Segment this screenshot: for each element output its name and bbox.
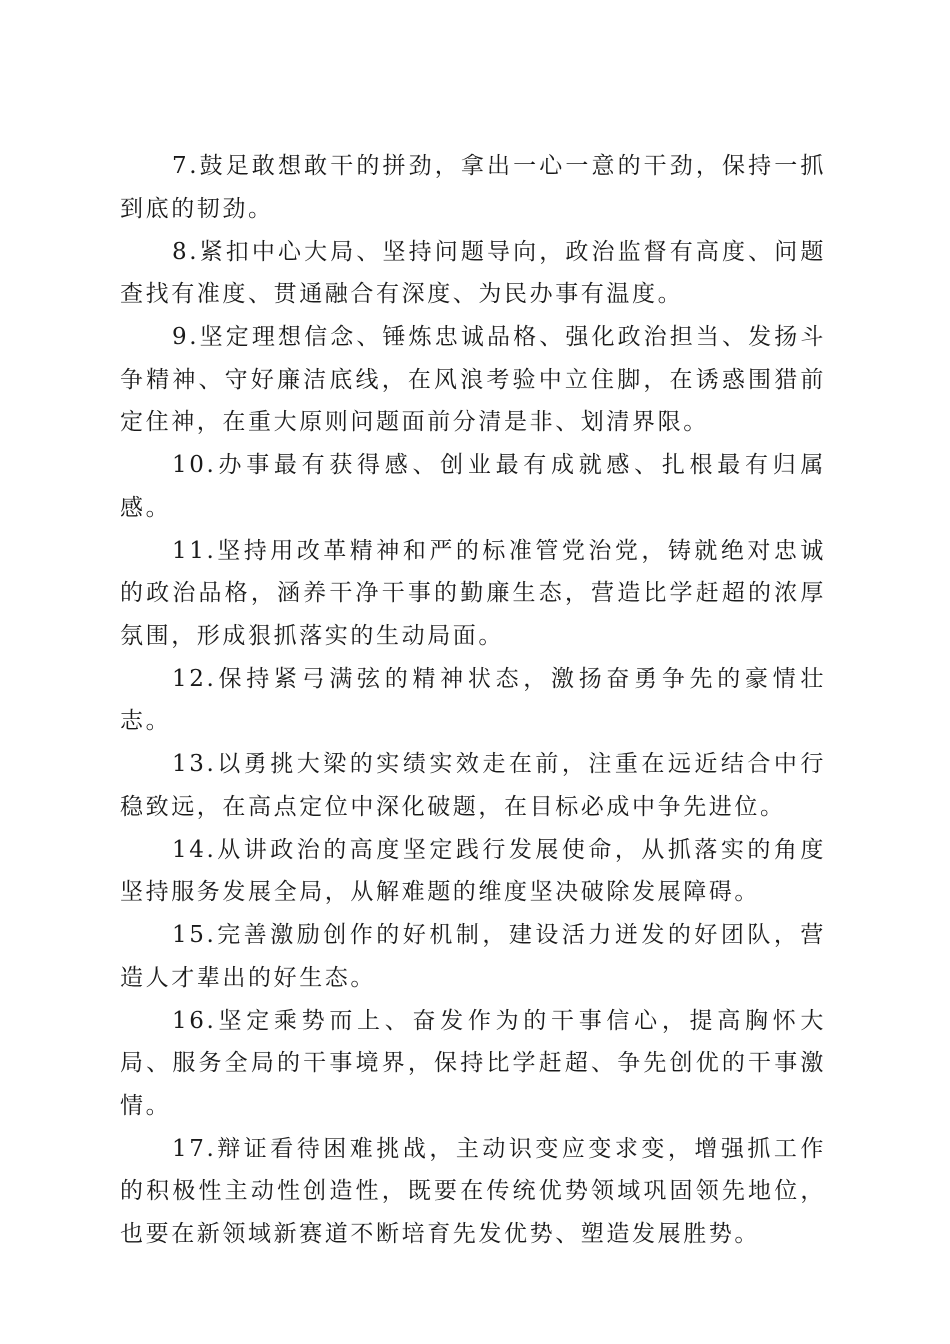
paragraph-7: 7.鼓足敢想敢干的拼劲，拿出一心一意的干劲，保持一抓到底的韧劲。	[120, 153, 826, 222]
paragraph-8: 8.紧扣中心大局、坚持问题导向，政治监督有高度、问题查找有准度、贯通融合有深度、为民办事有温度。	[120, 238, 826, 307]
paragraph-11: 11.坚持用改革精神和严的标准管党治党，铸就绝对忠诚的政治品格，涵养干净干事的勤廉生态，营造比学赶超的浓厚氛围，形成狠抓落实的生动局面。	[120, 537, 826, 649]
paragraph-9: 9.坚定理想信念、锤炼忠诚品格、强化政治担当、发扬斗争精神、守好廉洁底线，在风浪考验中立住脚，在诱惑围猎前定住神，在重大原则问题面前分清是非、划清界限。	[120, 324, 826, 435]
paragraph-15: 15.完善激励创作的好机制，建设活力迸发的好团队，营造人才辈出的好生态。	[120, 922, 826, 991]
paragraph-14: 14.从讲政治的高度坚定践行发展使命，从抓落实的角度坚持服务发展全局，从解难题的维度坚决破除发展障碍。	[120, 836, 826, 905]
paragraph-17: 17.辩证看待困难挑战，主动识变应变求变，增强抓工作的积极性主动性创造性，既要在传统优势领域巩固领先地位，也要在新领域新赛道不断培育先发优势、塑造发展胜势。	[120, 1135, 826, 1247]
paragraph-12: 12.保持紧弓满弦的精神状态，激扬奋勇争先的豪情壮志。	[120, 665, 826, 734]
document-body	[120, 145, 826, 1256]
paragraph-16: 16.坚定乘势而上、奋发作为的干事信心，提高胸怀大局、服务全局的干事境界，保持比学赶超、争先创优的干事激情。	[120, 1007, 826, 1119]
paragraph-10: 10.办事最有获得感、创业最有成就感、扎根最有归属感。	[120, 452, 826, 521]
paragraph-13: 13.以勇挑大梁的实绩实效走在前，注重在远近结合中行稳致远，在高点定位中深化破题，在目标必成中争先进位。	[120, 751, 826, 820]
